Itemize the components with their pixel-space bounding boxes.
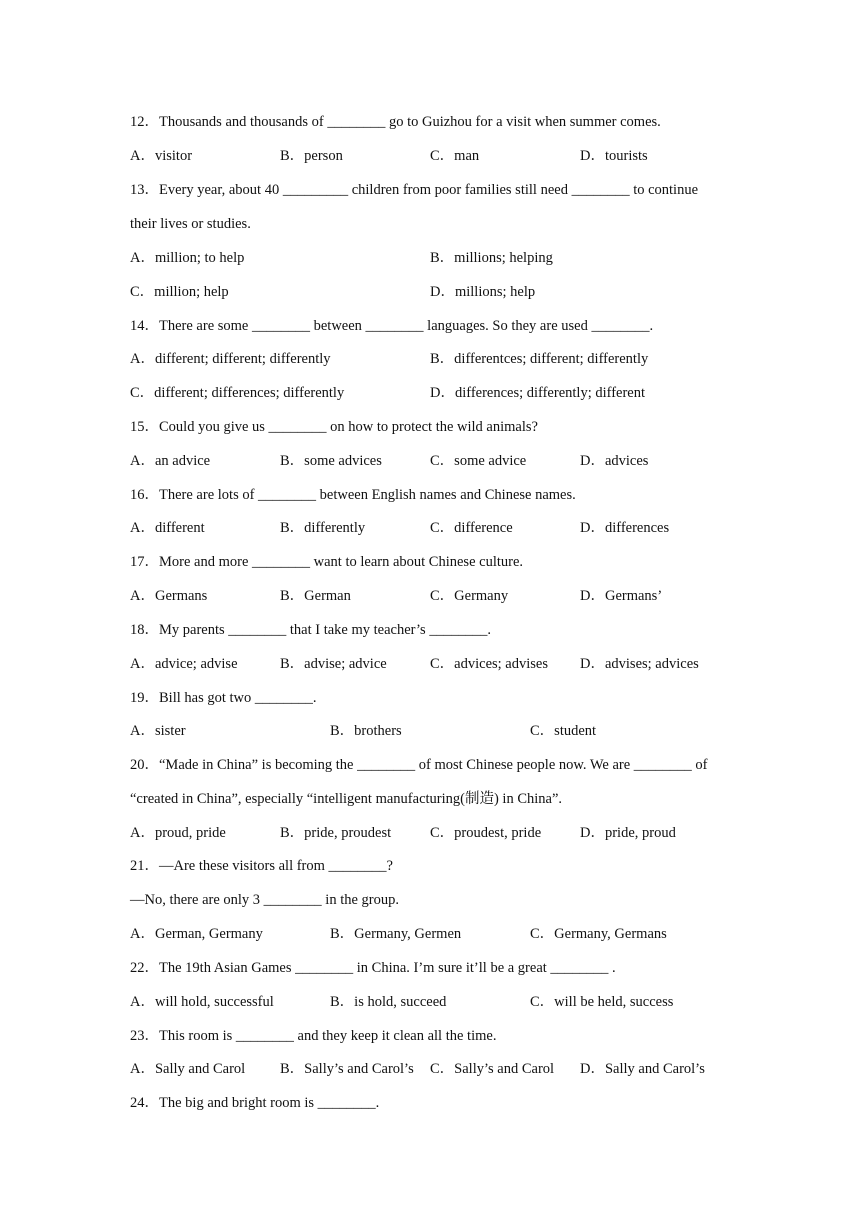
q15-option-a: A．an advice xyxy=(130,453,211,469)
q17-option-a: A．Germans xyxy=(130,588,208,604)
question-15-stem: 15．Could you give us ________ on how to protect the wild animals? xyxy=(130,419,538,435)
question-12-stem: 12．Thousands and thousands of ________ go to Guizhou for a visit when summer comes. xyxy=(130,114,661,130)
q14-option-a: A．different; different; differently xyxy=(130,351,331,367)
question-21-stem-cont: —No, there are only 3 ________ in the group. xyxy=(130,892,400,908)
q22-option-c: C．will be held, success xyxy=(530,994,674,1010)
question-13-stem: 13．Every year, about 40 _________ children from poor families still need ________ to continue xyxy=(130,182,699,198)
question-20-stem-cont: “created in China”, especially “intelligent manufacturing(制造) in China”. xyxy=(130,791,563,807)
q23-option-d: D．Sally and Carol’s xyxy=(580,1061,705,1077)
q16-option-d: D．differences xyxy=(580,520,670,536)
q18-option-a: A．advice; advise xyxy=(130,656,238,672)
q15-option-b: B．some advices xyxy=(280,453,382,469)
q19-option-a: A．sister xyxy=(130,723,186,739)
q23-option-b: B．Sally’s and Carol’s xyxy=(280,1061,414,1077)
question-20-stem: 20．“Made in China” is becoming the ________ of most Chinese people now. We are ________ of xyxy=(130,757,708,773)
q17-option-b: B．German xyxy=(280,588,351,604)
q12-option-b: B．person xyxy=(280,148,343,164)
q12-option-a: A．visitor xyxy=(130,148,193,164)
q22-option-a: A．will hold, successful xyxy=(130,994,274,1010)
q19-option-b: B．brothers xyxy=(330,723,402,739)
q20-option-a: A．proud, pride xyxy=(130,825,226,841)
question-16-stem: 16．There are lots of ________ between English names and Chinese names. xyxy=(130,487,576,503)
q17-option-c: C．Germany xyxy=(430,588,509,604)
question-13-stem-cont: their lives or studies. xyxy=(130,216,251,232)
q13-option-a: A．million; to help xyxy=(130,250,245,266)
q21-option-b: B．Germany, Germen xyxy=(330,926,462,942)
q23-option-c: C．Sally’s and Carol xyxy=(430,1061,555,1077)
question-21-stem: 21．—Are these visitors all from ________? xyxy=(130,858,393,874)
q13-option-d: D．millions; help xyxy=(430,284,536,300)
q20-option-d: D．pride, proud xyxy=(580,825,676,841)
q21-option-a: A．German, Germany xyxy=(130,926,263,942)
q18-option-b: B．advise; advice xyxy=(280,656,387,672)
q13-option-b: B．millions; helping xyxy=(430,250,553,266)
question-23-stem: 23．This room is ________ and they keep it clean all the time. xyxy=(130,1028,497,1044)
q13-option-c: C．million; help xyxy=(130,284,229,300)
q20-option-c: C．proudest, pride xyxy=(430,825,542,841)
q14-option-c: C．different; differences; differently xyxy=(130,385,345,401)
q16-option-a: A．different xyxy=(130,520,205,536)
q14-option-b: B．differentces; different; differently xyxy=(430,351,649,367)
q15-option-c: C．some advice xyxy=(430,453,527,469)
q15-option-d: D．advices xyxy=(580,453,649,469)
q12-option-d: D．tourists xyxy=(580,148,648,164)
q17-option-d: D．Germans’ xyxy=(580,588,663,604)
question-14-stem: 14．There are some ________ between ________ languages. So they are used ________. xyxy=(130,318,654,334)
q12-option-c: C．man xyxy=(430,148,480,164)
q22-option-b: B．is hold, succeed xyxy=(330,994,447,1010)
q23-option-a: A．Sally and Carol xyxy=(130,1061,246,1077)
question-22-stem: 22．The 19th Asian Games ________ in China. I’m sure it’ll be a great ________ . xyxy=(130,960,616,976)
q18-option-c: C．advices; advises xyxy=(430,656,548,672)
question-17-stem: 17．More and more ________ want to learn about Chinese culture. xyxy=(130,554,524,570)
q19-option-c: C．student xyxy=(530,723,597,739)
question-18-stem: 18．My parents ________ that I take my teacher’s ________. xyxy=(130,622,491,638)
q16-option-b: B．differently xyxy=(280,520,366,536)
q14-option-d: D．differences; differently; different xyxy=(430,385,646,401)
q18-option-d: D．advises; advices xyxy=(580,656,699,672)
q20-option-b: B．pride, proudest xyxy=(280,825,392,841)
q16-option-c: C．difference xyxy=(430,520,513,536)
q21-option-c: C．Germany, Germans xyxy=(530,926,667,942)
question-19-stem: 19．Bill has got two ________. xyxy=(130,690,317,706)
question-24-stem: 24．The big and bright room is ________. xyxy=(130,1095,380,1111)
